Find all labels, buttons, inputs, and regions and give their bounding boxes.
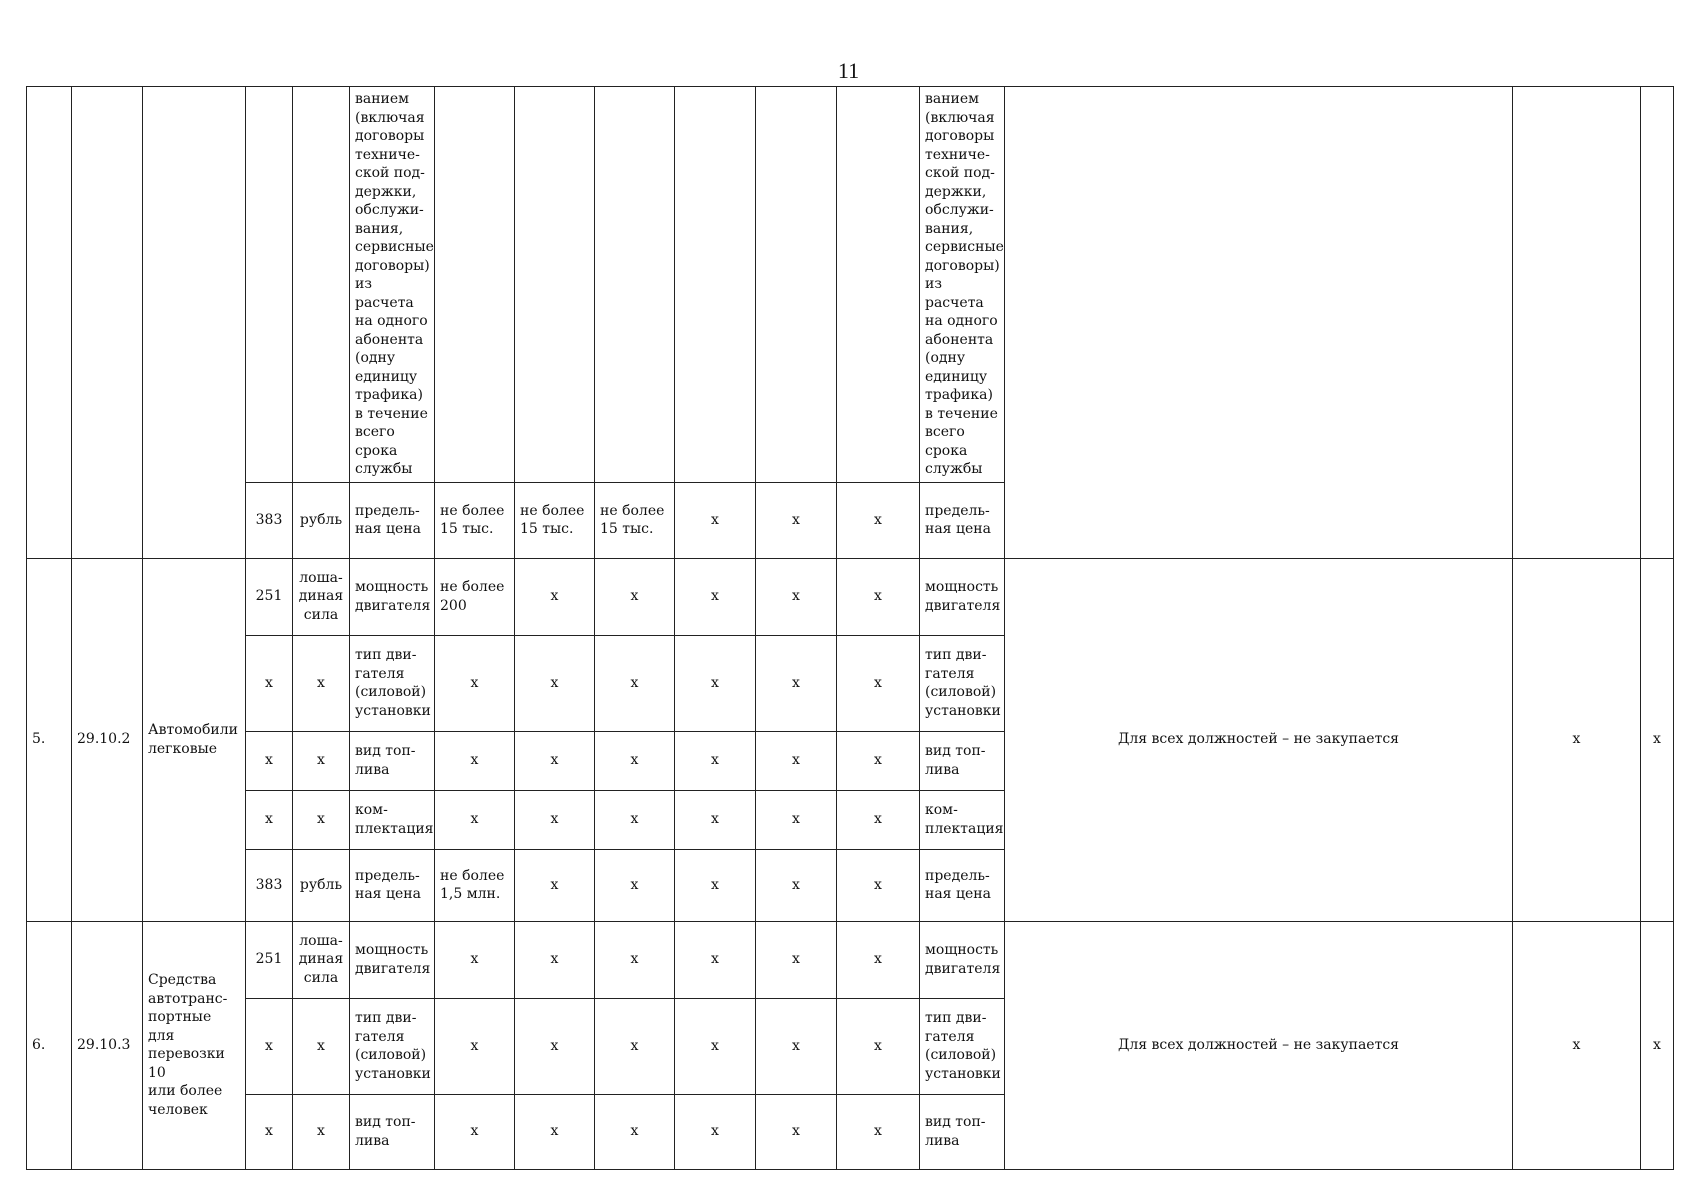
- cell-value: x: [595, 635, 675, 731]
- cell-value: [595, 87, 675, 483]
- cell-value: [515, 482, 595, 558]
- cell-text: ком- плектация: [925, 802, 1004, 837]
- cell-value: x: [756, 998, 837, 1094]
- cell-characteristic: [350, 87, 435, 483]
- cell-value: x: [837, 921, 920, 998]
- cell-value: x: [675, 849, 756, 921]
- cell-value: [756, 87, 837, 483]
- cell-text: мощность двигателя: [925, 579, 1001, 614]
- cell-value: x: [515, 998, 595, 1094]
- cell-unit: [293, 921, 350, 998]
- cell-code: 383: [246, 849, 293, 921]
- cell-value: x: [595, 731, 675, 790]
- cell-text: вид топ- лива: [355, 1114, 416, 1149]
- cell-characteristic: [350, 482, 435, 558]
- cell-value: x: [837, 1094, 920, 1169]
- cell-unit: x: [293, 1094, 350, 1169]
- cell-value: x: [675, 482, 756, 558]
- cell-value: x: [435, 921, 515, 998]
- cell-value: x: [837, 558, 920, 635]
- cell-value: x: [675, 1094, 756, 1169]
- cell-unit: x: [293, 998, 350, 1094]
- cell-text: мощность двигателя: [925, 942, 1001, 977]
- cell-unit: [293, 558, 350, 635]
- cell-note: [1005, 87, 1513, 559]
- cell-value: x: [595, 790, 675, 849]
- cell-text: лоша- диная сила: [298, 569, 344, 623]
- cell-text: тип дви- гателя (силовой) установки: [355, 1010, 431, 1082]
- cell-code: x: [246, 635, 293, 731]
- cell-text: предель- ная цена: [355, 502, 421, 537]
- cell-value: x: [675, 921, 756, 998]
- cell-extra-2: [1641, 87, 1674, 559]
- cell-value: x: [837, 635, 920, 731]
- table-row: [27, 921, 1674, 998]
- cell-value: x: [435, 790, 515, 849]
- cell-note: Для всех должностей – не закупается: [1005, 558, 1513, 921]
- cell-note: Для всех должностей – не закупается: [1005, 921, 1513, 1169]
- cell-characteristic: [350, 790, 435, 849]
- cell-code: x: [246, 998, 293, 1094]
- cell-num: [27, 87, 72, 559]
- cell-text: мощность двигателя: [355, 942, 431, 977]
- cell-text: предель- ная цена: [355, 867, 421, 902]
- cell-characteristic: [350, 998, 435, 1094]
- cell-extra-1: x: [1513, 921, 1641, 1169]
- cell-value: x: [756, 790, 837, 849]
- cell-okpd: [72, 87, 143, 559]
- cell-value: x: [595, 998, 675, 1094]
- cell-value: x: [756, 558, 837, 635]
- cell-code: 251: [246, 921, 293, 998]
- cell-code: 383: [246, 482, 293, 558]
- cell-value: x: [756, 849, 837, 921]
- cell-value: x: [837, 482, 920, 558]
- table-row: [27, 87, 1674, 483]
- cell-text: предель- ная цена: [925, 867, 991, 902]
- cell-characteristic-2: [920, 731, 1005, 790]
- cell-code: x: [246, 1094, 293, 1169]
- cell-text: Средства автотранс- портные для перевозки 10 или более человек: [148, 972, 228, 1118]
- cell-text: мощность двигателя: [355, 579, 431, 614]
- cell-value: x: [756, 635, 837, 731]
- cell-extra-2: x: [1641, 558, 1674, 921]
- cell-text: вид топ- лива: [355, 743, 416, 778]
- cell-okpd: 29.10.2: [72, 558, 143, 921]
- cell-text: ком- плектация: [355, 802, 434, 837]
- cell-name: [143, 921, 246, 1169]
- cell-value: x: [675, 635, 756, 731]
- cell-value: x: [837, 731, 920, 790]
- cell-value: x: [837, 790, 920, 849]
- cell-name: [143, 558, 246, 921]
- cell-characteristic: [350, 635, 435, 731]
- cell-code: 251: [246, 558, 293, 635]
- cell-text: ванием (включая договоры техниче- ской под- держки, обслужи- вания, сервисные договоры) из расчета на одного абонента (одну единицу трафика) в течение всего срока службы: [355, 91, 434, 477]
- cell-value: x: [435, 731, 515, 790]
- cell-value: x: [756, 731, 837, 790]
- cell-value: x: [837, 849, 920, 921]
- cell-value: x: [435, 635, 515, 731]
- cell-value: [675, 87, 756, 483]
- cell-num: 6.: [27, 921, 72, 1169]
- cell-value: x: [675, 790, 756, 849]
- cell-value: x: [675, 998, 756, 1094]
- cell-value: x: [515, 558, 595, 635]
- cell-text: вид топ- лива: [925, 1114, 986, 1149]
- cell-value: x: [756, 1094, 837, 1169]
- cell-text: вид топ- лива: [925, 743, 986, 778]
- cell-value: x: [515, 921, 595, 998]
- cell-unit: рубль: [293, 849, 350, 921]
- cell-characteristic-2: [920, 558, 1005, 635]
- cell-code: x: [246, 731, 293, 790]
- cell-value: [595, 482, 675, 558]
- cell-characteristic: [350, 849, 435, 921]
- requirements-table: [26, 86, 1674, 1170]
- cell-unit: [293, 87, 350, 483]
- cell-characteristic-2: [920, 482, 1005, 558]
- cell-text: не более 15 тыс.: [520, 502, 585, 537]
- cell-value: x: [515, 1094, 595, 1169]
- cell-value: x: [595, 921, 675, 998]
- cell-unit: x: [293, 790, 350, 849]
- cell-num: 5.: [27, 558, 72, 921]
- cell-okpd: 29.10.3: [72, 921, 143, 1169]
- cell-characteristic: [350, 1094, 435, 1169]
- cell-characteristic-2: [920, 635, 1005, 731]
- cell-value: x: [675, 558, 756, 635]
- cell-characteristic-2: [920, 921, 1005, 998]
- cell-code: x: [246, 790, 293, 849]
- cell-value: [515, 87, 595, 483]
- cell-characteristic-2: [920, 849, 1005, 921]
- cell-value: x: [595, 1094, 675, 1169]
- cell-characteristic-2: [920, 1094, 1005, 1169]
- cell-text: не более 15 тыс.: [600, 502, 665, 537]
- cell-text: не более 15 тыс.: [440, 502, 505, 537]
- cell-value: [435, 482, 515, 558]
- cell-value: x: [756, 482, 837, 558]
- cell-unit: рубль: [293, 482, 350, 558]
- cell-value: [435, 558, 515, 635]
- cell-text: не более 1,5 млн.: [440, 867, 505, 902]
- cell-unit: x: [293, 635, 350, 731]
- cell-extra-2: x: [1641, 921, 1674, 1169]
- cell-text: Автомобили легковые: [148, 722, 238, 757]
- page-number: 11: [837, 58, 860, 83]
- cell-unit: x: [293, 731, 350, 790]
- cell-characteristic-2: [920, 998, 1005, 1094]
- cell-text: лоша- диная сила: [298, 932, 344, 986]
- cell-value: x: [515, 849, 595, 921]
- cell-value: x: [515, 790, 595, 849]
- cell-text: не более 200: [440, 579, 505, 614]
- cell-value: x: [675, 731, 756, 790]
- cell-characteristic: [350, 558, 435, 635]
- cell-characteristic: [350, 921, 435, 998]
- table-row: [27, 558, 1674, 635]
- cell-characteristic-2: [920, 790, 1005, 849]
- cell-characteristic: [350, 731, 435, 790]
- cell-text: тип дви- гателя (силовой) установки: [355, 647, 431, 719]
- cell-value: x: [756, 921, 837, 998]
- cell-text: тип дви- гателя (силовой) установки: [925, 647, 1001, 719]
- cell-value: x: [595, 849, 675, 921]
- cell-value: [435, 849, 515, 921]
- cell-name: [143, 87, 246, 559]
- cell-value: [837, 87, 920, 483]
- cell-value: x: [435, 1094, 515, 1169]
- cell-value: [435, 87, 515, 483]
- cell-code: [246, 87, 293, 483]
- cell-extra-1: x: [1513, 558, 1641, 921]
- cell-extra-1: [1513, 87, 1641, 559]
- cell-value: x: [515, 635, 595, 731]
- cell-value: x: [435, 998, 515, 1094]
- cell-text: ванием (включая договоры техниче- ской под- держки, обслужи- вания, сервисные договоры) из расчета на одного абонента (одну единицу трафика) в течение всего срока службы: [925, 91, 1004, 477]
- cell-value: x: [515, 731, 595, 790]
- cell-text: предель- ная цена: [925, 502, 991, 537]
- cell-value: x: [595, 558, 675, 635]
- cell-text: тип дви- гателя (силовой) установки: [925, 1010, 1001, 1082]
- cell-value: x: [837, 998, 920, 1094]
- cell-characteristic-2: [920, 87, 1005, 483]
